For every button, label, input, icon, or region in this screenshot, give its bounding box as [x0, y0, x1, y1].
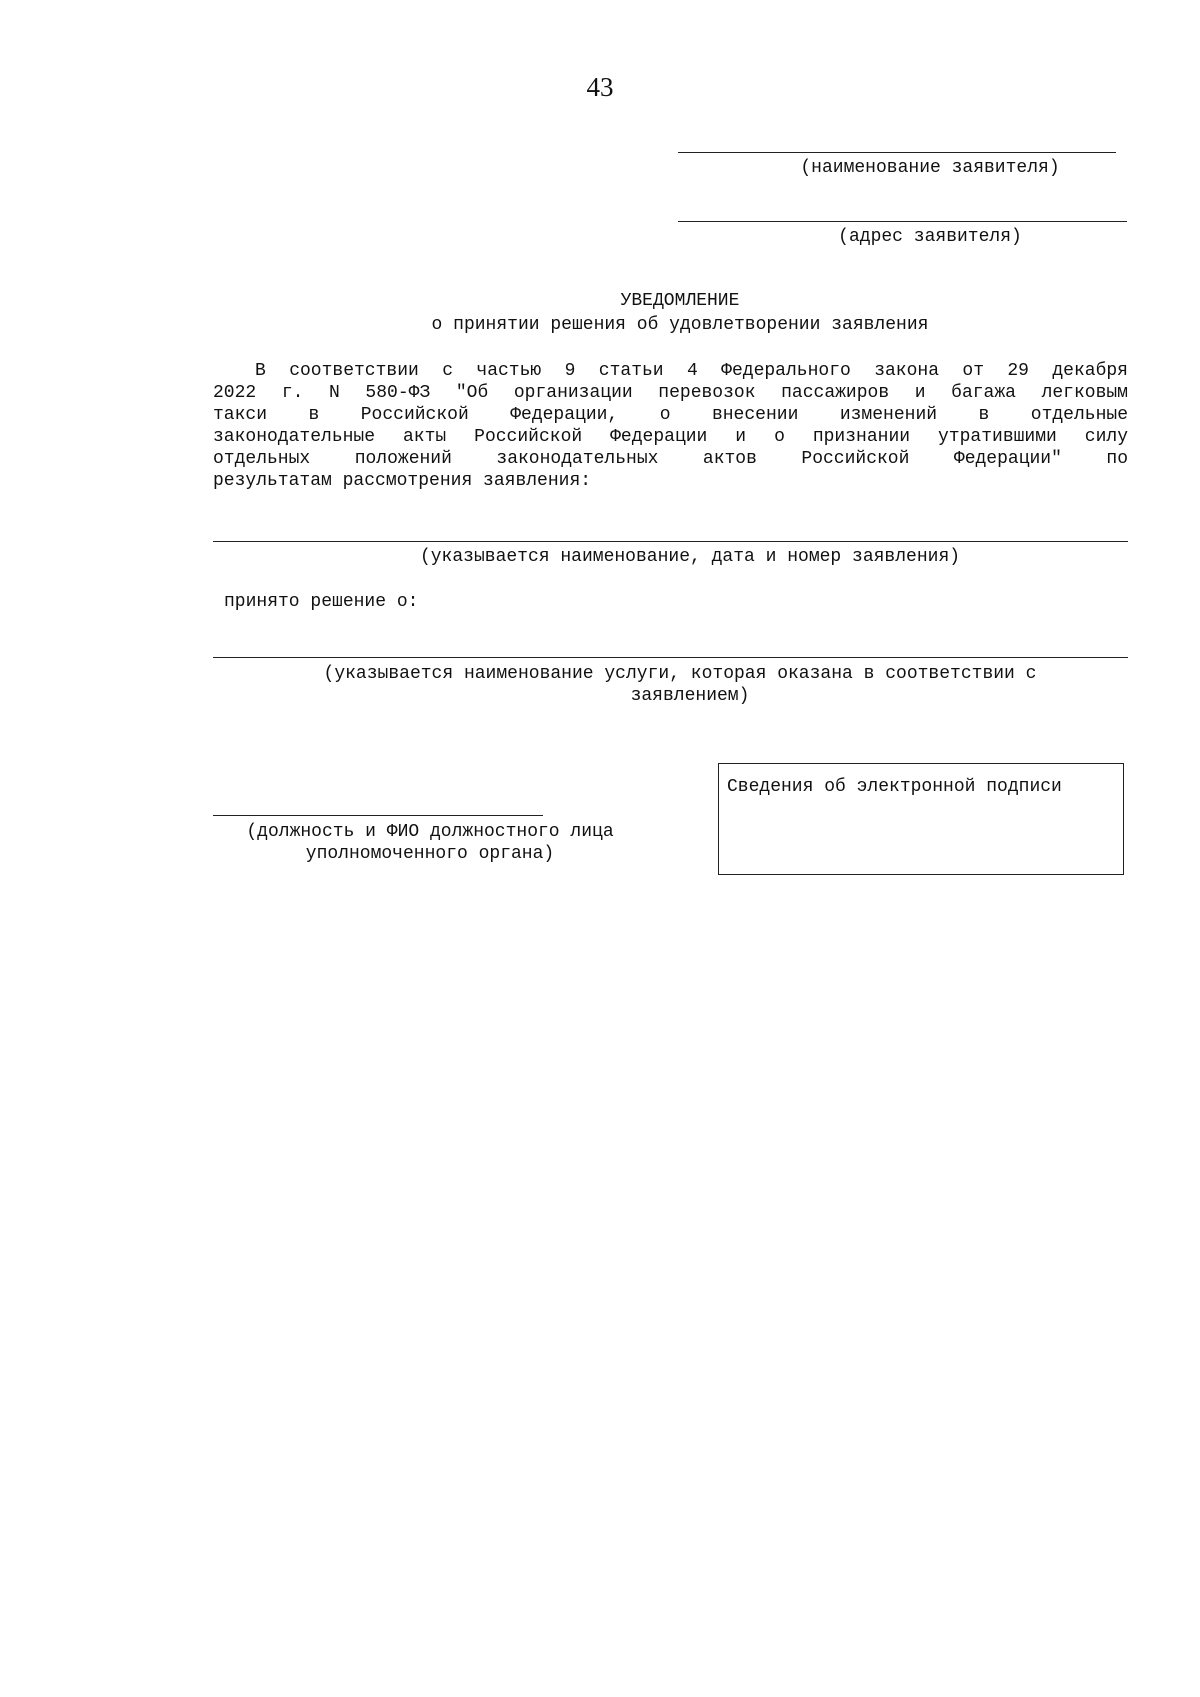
document-subtitle: о принятии решения об удовлетворении заявления: [431, 315, 929, 335]
official-signature-line: [213, 815, 543, 816]
page-number: 43: [586, 72, 614, 102]
applicant-name-line: [678, 152, 1116, 153]
body-line: отдельных положений законодательных актов Российской Федерации" по: [213, 449, 1128, 469]
body-line: В соответствии с частью 9 статьи 4 Федерального закона от 29 декабря: [255, 361, 1128, 381]
body-line: законодательные акты Российской Федерации и о признании утратившими силу: [213, 427, 1128, 447]
application-caption: (указывается наименование, дата и номер заявления): [419, 547, 961, 567]
electronic-signature-label: Сведения об электронной подписи: [727, 777, 1062, 797]
application-line: [213, 541, 1128, 542]
applicant-name-caption: (наименование заявителя): [800, 158, 1060, 178]
service-caption-line1: (указывается наименование услуги, которая оказана в соответствии с: [323, 664, 1037, 684]
body-line: такси в Российской Федерации, о внесении изменений в отдельные: [213, 405, 1128, 425]
applicant-address-caption: (адрес заявителя): [838, 227, 1022, 247]
body-line: 2022 г. N 580-ФЗ "Об организации перевозок пассажиров и багажа легковым: [213, 383, 1128, 403]
applicant-address-line: [678, 221, 1127, 222]
body-line: результатам рассмотрения заявления:: [213, 471, 592, 491]
official-caption-line2: уполномоченного органа): [305, 844, 555, 864]
service-caption-line2: заявлением): [630, 686, 750, 706]
body-paragraph: [213, 360, 1128, 492]
document-title: УВЕДОМЛЕНИЕ: [620, 291, 740, 311]
electronic-signature-box: [718, 763, 1124, 875]
official-caption-line1: (должность и ФИО должностного лица: [246, 822, 614, 842]
service-line: [213, 657, 1128, 658]
decision-label: принято решение о:: [224, 592, 419, 612]
